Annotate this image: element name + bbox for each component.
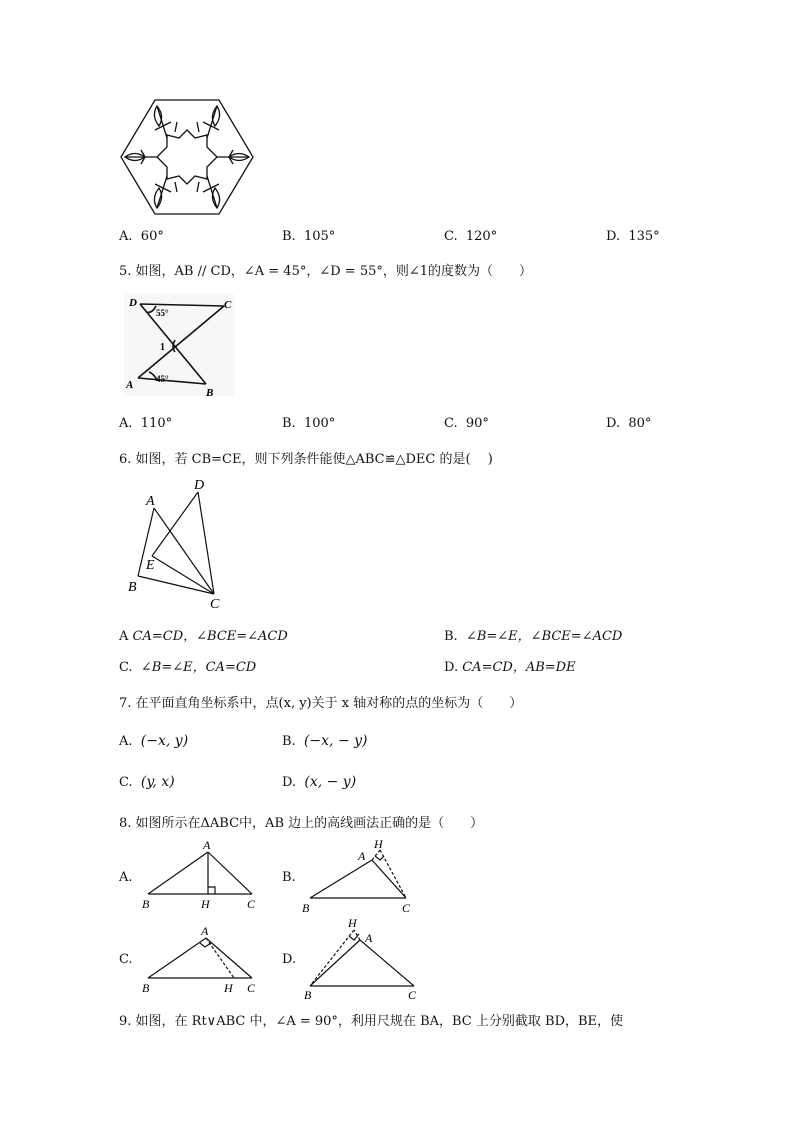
q8-option-c-letter: C. [119, 952, 133, 967]
q8d-label-a: A [365, 931, 373, 945]
q6-option-b [444, 625, 622, 644]
q6-label-d: D [194, 478, 205, 493]
q5-option-c [444, 416, 489, 431]
q7-option-a-value: (−x, y) [140, 733, 189, 749]
q6-option-a [119, 625, 288, 644]
q7-option-b-letter: B. [282, 734, 296, 749]
q6-option-c [119, 656, 256, 675]
q5-label-d: D [129, 297, 137, 309]
q8-option-d-figure [298, 914, 422, 1000]
q4-option-c [444, 229, 497, 244]
q5-angle-a: 45° [156, 374, 169, 384]
q7-option-d [282, 774, 356, 790]
q6-option-d-letter: D. [444, 660, 459, 675]
q7-option-b-value: (−x, − y) [303, 733, 368, 749]
q8a-label-h: H [201, 897, 210, 911]
q4-option-b-letter: B. [282, 229, 296, 244]
q7-stem: 7. 在平面直角坐标系中，点(x, y)关于 x 轴对称的点的坐标为（ ） [119, 696, 523, 711]
q4-option-d [606, 229, 660, 244]
q6-option-d [444, 656, 576, 675]
q5-option-a [119, 416, 172, 431]
q7-option-c-value: (y, x) [140, 774, 175, 790]
q5-option-b [282, 416, 335, 431]
q4-option-c-value: 120° [465, 229, 498, 244]
snowflake-hexagon-figure [115, 96, 260, 220]
q6-label-e: E [146, 558, 155, 573]
q4-option-d-letter: D. [606, 229, 621, 244]
q4-option-a [119, 229, 164, 244]
q8b-label-c: C [402, 901, 411, 915]
q4-option-d-value: 135° [628, 229, 660, 244]
q6-option-c-letter: C. [119, 660, 133, 675]
q8-option-d-letter: D. [282, 952, 297, 967]
q8b-label-b: B [302, 901, 310, 915]
q7-option-c [119, 774, 175, 790]
q9-stem: 9. 如图，在 Rt∨ABC 中，∠A = 90°，利用尺规在 BA，BC 上分别截取 BD，BE，使 [119, 1014, 624, 1029]
q5-option-d-letter: D. [606, 416, 621, 431]
q4-option-b [282, 229, 335, 244]
q5-label-c: C [224, 299, 232, 311]
q5-option-a-letter: A. [119, 416, 133, 431]
q8a-label-a: A [203, 838, 211, 852]
q8-option-c-figure [138, 922, 262, 998]
q6-label-c: C [210, 597, 220, 612]
q6-option-d-value: CA=CD，AB=DE [462, 660, 576, 675]
q8d-label-h: H [348, 916, 357, 930]
q6-option-a-value: CA=CD，∠BCE=∠ACD [132, 629, 288, 644]
q6-label-b: B [128, 580, 137, 595]
q8a-label-c: C [247, 897, 256, 911]
q6-stem: 6. 如图，若 CB=CE，则下列条件能使△ABC≌△DEC 的是( ) [119, 452, 493, 467]
q5-option-d [606, 416, 651, 431]
q8d-label-b: B [304, 988, 312, 1000]
q5-option-b-letter: B. [282, 416, 296, 431]
q5-figure [120, 292, 238, 400]
q6-figure [124, 474, 236, 614]
q7-option-c-letter: C. [119, 775, 133, 790]
q6-option-b-value: ∠B=∠E，∠BCE=∠ACD [465, 629, 623, 644]
q8-option-a-figure [138, 838, 262, 914]
q7-option-a-letter: A. [119, 734, 133, 749]
q8-stem: 8. 如图所示在ΔABC中，AB 边上的高线画法正确的是（ ） [119, 816, 484, 831]
q5-angle-d: 55° [156, 308, 169, 318]
q5-label-a: A [126, 379, 134, 391]
q5-option-b-value: 100° [303, 416, 336, 431]
q4-option-a-letter: A. [119, 229, 133, 244]
q6-label-a: A [146, 494, 155, 509]
q4-option-b-value: 105° [303, 229, 336, 244]
q5-angle-1: 1 [160, 342, 165, 353]
q4-option-a-value: 60° [140, 229, 164, 244]
q5-option-d-value: 80° [628, 416, 652, 431]
q4-option-c-letter: C. [444, 229, 458, 244]
q8c-label-a: A [201, 924, 209, 938]
q6-option-b-letter: B. [444, 629, 458, 644]
q7-option-a [119, 733, 188, 749]
q8c-label-c: C [247, 981, 256, 995]
q6-option-a-letter: A [119, 629, 129, 644]
q7-option-b [282, 733, 368, 749]
q8a-label-b: B [142, 897, 150, 911]
q5-option-c-letter: C. [444, 416, 458, 431]
q5-option-a-value: 110° [140, 416, 173, 431]
q5-label-b: B [206, 387, 214, 399]
q8-option-b-letter: B. [282, 870, 296, 885]
q8c-label-b: B [142, 981, 150, 995]
q5-option-c-value: 90° [465, 416, 489, 431]
q8b-label-a: A [358, 849, 366, 863]
q7-option-d-letter: D. [282, 775, 297, 790]
q8-option-a-letter: A. [119, 870, 133, 885]
q8c-label-h: H [224, 981, 233, 995]
q5-stem: 5. 如图，AB // CD，∠A = 45°，∠D = 55°，则∠1的度数为（ ） [119, 264, 533, 279]
q8b-label-h: H [374, 837, 383, 851]
q8-option-b-figure [298, 836, 422, 916]
q8d-label-c: C [408, 988, 417, 1000]
q6-option-c-value: ∠B=∠E，CA=CD [140, 660, 257, 675]
q7-option-d-value: (x, − y) [304, 774, 357, 790]
